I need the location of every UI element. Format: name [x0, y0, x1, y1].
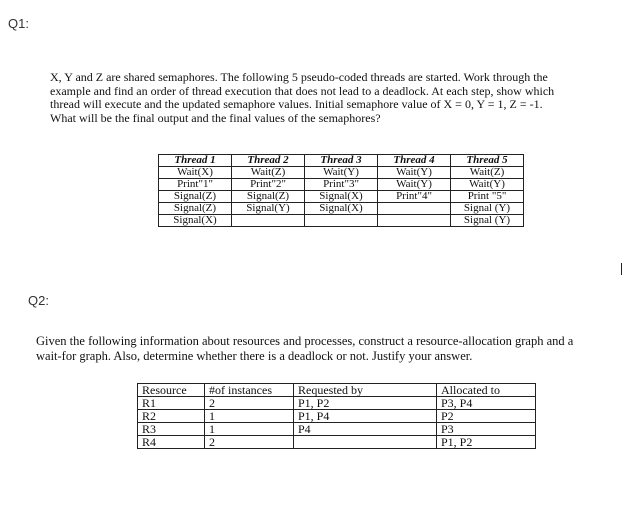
table-cell: Print "5"	[451, 191, 524, 203]
table-cell: Wait(Z)	[232, 167, 305, 179]
table-cell: Wait(Y)	[451, 179, 524, 191]
table-cell: Signal (Y)	[451, 215, 524, 227]
table-cell: Signal(Z)	[159, 191, 232, 203]
table-header-cell: Thread 4	[378, 155, 451, 167]
table-row	[159, 215, 524, 227]
table-cell: 2	[205, 436, 294, 449]
table-row	[138, 423, 536, 436]
table-cell: P1, P2	[437, 436, 536, 449]
table-header-cell: Resource	[138, 384, 205, 397]
table-row	[159, 203, 524, 215]
table-cell	[232, 215, 305, 227]
table-cell: Signal(X)	[159, 215, 232, 227]
table-row	[138, 410, 536, 423]
table-row	[159, 167, 524, 179]
table-row	[159, 191, 524, 203]
table-cell	[378, 215, 451, 227]
table-cell: Print"1"	[159, 179, 232, 191]
table-cell: P1, P2	[294, 397, 437, 410]
table-cell: Signal(Z)	[159, 203, 232, 215]
table-header-cell: Thread 3	[305, 155, 378, 167]
table-cell: Signal(X)	[305, 203, 378, 215]
table-header-row	[159, 155, 524, 167]
table-cell: 1	[205, 423, 294, 436]
threads-table	[158, 154, 524, 227]
table-cell: Signal(X)	[305, 191, 378, 203]
table-cell: P3, P4	[437, 397, 536, 410]
table-header-cell: Allocated to	[437, 384, 536, 397]
table-cell: P2	[437, 410, 536, 423]
table-cell: P3	[437, 423, 536, 436]
table-cell	[294, 436, 437, 449]
q1-line: thread will execute and the updated semaphore values. Initial semaphore value of X = 0, Y = 1, Z = -1.	[50, 97, 543, 111]
q2-line: Given the following information about resources and processes, construct a resource-allocation graph and a	[36, 334, 574, 348]
table-cell: Wait(X)	[159, 167, 232, 179]
table-cell: Wait(Z)	[451, 167, 524, 179]
table-cell: Signal(Z)	[232, 191, 305, 203]
table-header-row	[138, 384, 536, 397]
q1-question-text	[50, 71, 554, 125]
table-row	[138, 436, 536, 449]
table-cell: 1	[205, 410, 294, 423]
q2-label: Q2:	[28, 293, 49, 308]
table-cell: Print"3"	[305, 179, 378, 191]
table-cell: Signal (Y)	[451, 203, 524, 215]
q1-line: What will be the final output and the final values of the semaphores?	[50, 110, 381, 125]
q2-line: wait-for graph. Also, determine whether there is a deadlock or not. Justify your answer.	[36, 349, 473, 363]
table-cell: P4	[294, 423, 437, 436]
text-cursor	[621, 263, 622, 275]
table-cell: R2	[138, 410, 205, 423]
q1-line: example and find an order of thread execution that does not lead to a deadlock. At each step, show which	[50, 83, 555, 98]
table-cell: 2	[205, 397, 294, 410]
table-header-cell: #of instances	[205, 384, 294, 397]
table-cell: R1	[138, 397, 205, 410]
table-cell: R3	[138, 423, 205, 436]
table-cell: Wait(Y)	[378, 167, 451, 179]
table-header-cell: Thread 5	[451, 155, 524, 167]
table-cell: Print"4"	[378, 191, 451, 203]
table-cell	[378, 203, 451, 215]
table-header-cell: Thread 1	[159, 155, 232, 167]
q1-line: X, Y and Z are shared semaphores. The following 5 pseudo-coded threads are started. Work through the	[50, 70, 548, 84]
table-cell: P1, P4	[294, 410, 437, 423]
table-header-cell: Thread 2	[232, 155, 305, 167]
table-cell: Print"2"	[232, 179, 305, 191]
q2-question-text	[36, 334, 573, 364]
table-header-cell: Requested by	[294, 384, 437, 397]
table-row	[138, 397, 536, 410]
table-cell: Signal(Y)	[232, 203, 305, 215]
table-cell	[305, 215, 378, 227]
table-cell: Wait(Y)	[305, 167, 378, 179]
table-row	[159, 179, 524, 191]
q1-label: Q1:	[8, 16, 29, 31]
table-cell: Wait(Y)	[378, 179, 451, 191]
resources-table	[137, 383, 536, 449]
table-cell: R4	[138, 436, 205, 449]
